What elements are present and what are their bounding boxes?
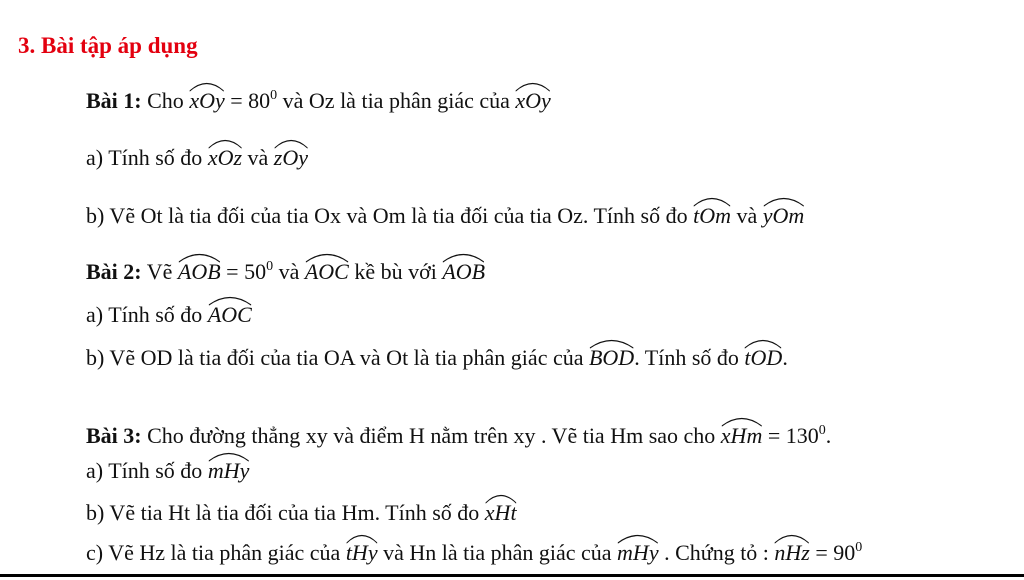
section-heading: 3. Bài tập áp dụng xyxy=(18,33,198,58)
text: . xyxy=(825,423,832,448)
text: Cho xyxy=(141,88,190,113)
exercise-1-label: Bài 1: xyxy=(86,88,142,113)
exercise-1-statement xyxy=(86,86,551,112)
text: = 80 xyxy=(224,88,271,113)
angle-tOD: tOD xyxy=(744,343,782,369)
exercise-3-statement xyxy=(86,421,831,447)
angle-tOm: tOm xyxy=(693,201,731,227)
exercise-3-label: Bài 3: xyxy=(86,423,142,448)
angle-xOy-2: xOy xyxy=(515,86,550,112)
angle-xHt: xHt xyxy=(485,498,517,524)
degree-superscript: 0 xyxy=(270,88,278,103)
angle-xOz: xOz xyxy=(208,143,242,169)
angle-AOB-2: AOB xyxy=(442,257,485,283)
text: . Chứng tỏ : xyxy=(658,540,775,565)
angle-mHy: mHy xyxy=(208,456,250,482)
text: = 90 xyxy=(809,540,856,565)
exercise-1-part-b xyxy=(86,201,804,227)
degree-superscript: 0 xyxy=(818,423,826,438)
exercise-3-part-a xyxy=(86,456,249,482)
degree-superscript: 0 xyxy=(855,540,863,555)
angle-nHz: nHz xyxy=(774,538,809,564)
text: kề bù với xyxy=(348,259,443,284)
text: = 130 xyxy=(762,423,819,448)
text: và Oz là tia phân giác của xyxy=(277,88,516,113)
degree-superscript: 0 xyxy=(266,259,274,274)
angle-xHm: xHm xyxy=(721,421,763,447)
angle-BOD: BOD xyxy=(589,343,634,369)
angle-zOy: zOy xyxy=(274,143,308,169)
angle-yOm: yOm xyxy=(763,201,805,227)
text: b) Vẽ tia Ht là tia đối của tia Hm. Tính số đo xyxy=(86,500,485,525)
angle-AOC-2: AOC xyxy=(208,300,252,326)
text: c) Vẽ Hz là tia phân giác của xyxy=(86,540,346,565)
angle-tHy: tHy xyxy=(346,538,378,564)
text: . Tính số đo xyxy=(634,345,745,370)
text: và xyxy=(242,145,274,170)
exercise-2-part-a xyxy=(86,300,252,326)
angle-AOC: AOC xyxy=(305,257,349,283)
angle-AOB: AOB xyxy=(178,257,221,283)
angle-mHy-2: mHy xyxy=(617,538,659,564)
text: Cho đường thẳng xy và điểm H nằm trên xy . Vẽ tia Hm sao cho xyxy=(141,423,721,448)
bottom-border xyxy=(0,574,1024,577)
text: và xyxy=(273,259,305,284)
angle-xOy: xOy xyxy=(189,86,224,112)
text: = 50 xyxy=(220,259,267,284)
text: và Hn là tia phân giác của xyxy=(377,540,618,565)
exercise-2-statement xyxy=(86,257,485,283)
text: b) Vẽ Ot là tia đối của tia Ox và Om là tia đối của tia Oz. Tính số đo xyxy=(86,203,694,228)
text: Vẽ xyxy=(141,259,178,284)
exercise-3-part-b xyxy=(86,498,517,524)
text: . xyxy=(782,345,788,370)
text: và xyxy=(731,203,763,228)
text: a) Tính số đo xyxy=(86,458,208,483)
exercise-2-part-b xyxy=(86,343,788,369)
exercise-1-part-a xyxy=(86,143,308,169)
exercise-2-label: Bài 2: xyxy=(86,259,142,284)
text: a) Tính số đo xyxy=(86,145,208,170)
exercise-3-part-c xyxy=(86,538,862,564)
text: a) Tính số đo xyxy=(86,302,208,327)
text: b) Vẽ OD là tia đối của tia OA và Ot là tia phân giác của xyxy=(86,345,589,370)
